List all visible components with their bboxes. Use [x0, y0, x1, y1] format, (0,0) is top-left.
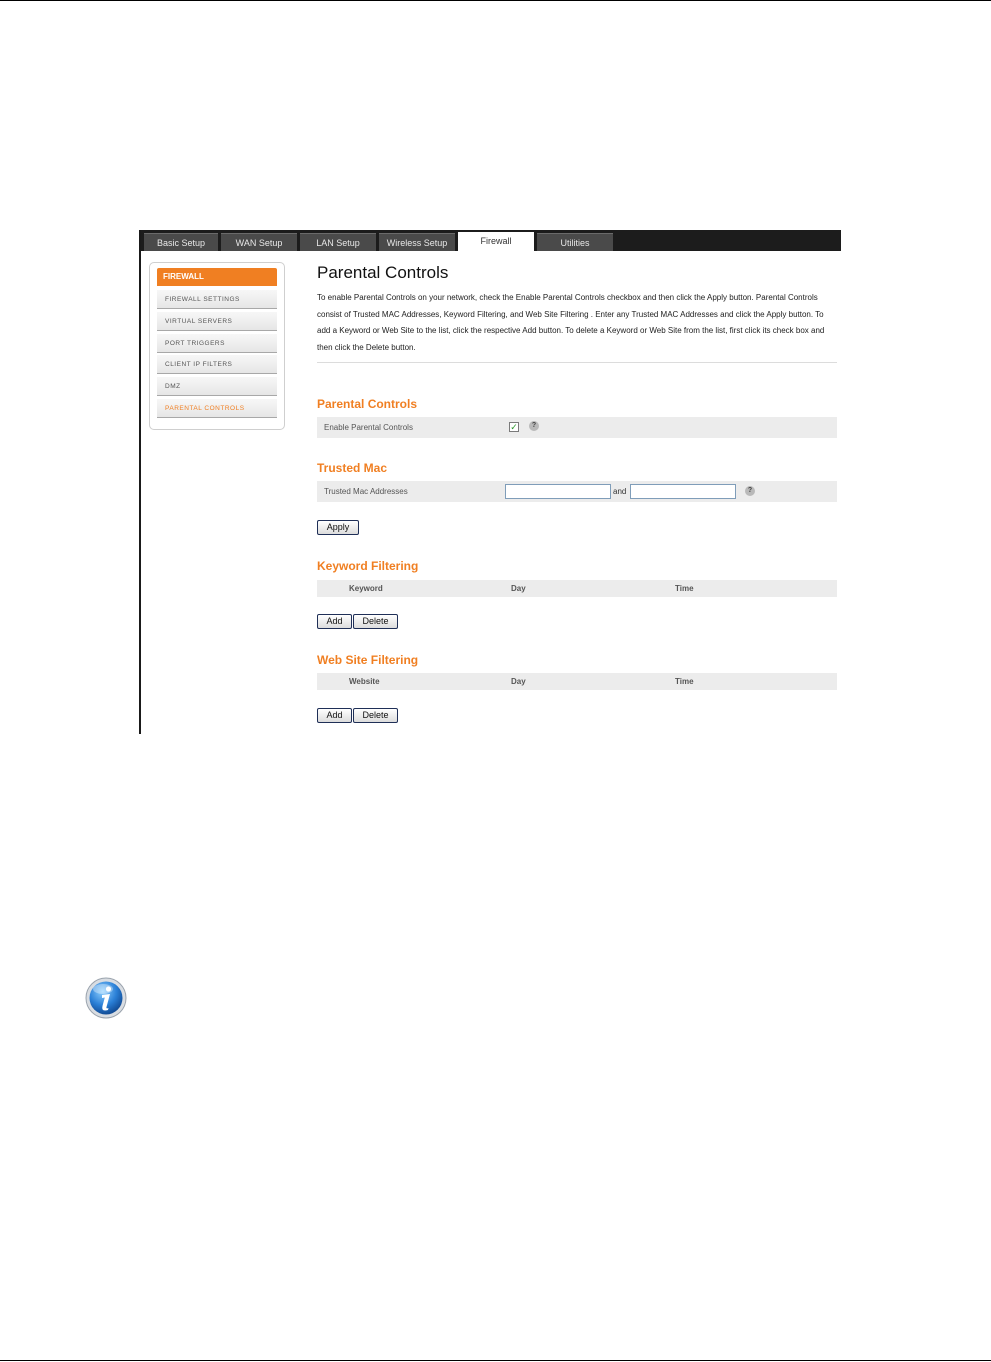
web-site-filtering-heading: Web Site Filtering	[317, 653, 419, 667]
parental-controls-heading: Parental Controls	[317, 397, 418, 411]
tab-utilities[interactable]: Utilities	[537, 233, 613, 251]
trusted-mac-label: Trusted Mac Addresses	[324, 487, 408, 496]
trusted-mac-heading: Trusted Mac	[317, 461, 388, 475]
website-column-header: Website	[349, 677, 380, 686]
trusted-mac-row	[317, 481, 837, 502]
keyword-table-header	[317, 580, 837, 597]
help-icon[interactable]: ?	[529, 421, 539, 431]
and-label: and	[613, 487, 627, 496]
keyword-delete-button[interactable]: Delete	[353, 614, 398, 629]
tab-wan-setup[interactable]: WAN Setup	[221, 233, 297, 251]
intro-text: To enable Parental Controls on your network, check the Enable Parental Controls checkbox and then click the Apply button. Parental Controls consist of Trusted MAC Addresses, Keyword Filtering, and Web Site Filtering . Enter any Trusted MAC Addresses and click the Apply button. To add a Keyword or Web Site to the list, click the respective Add button. To delete a Keyword or Web Site from the list, first click its check box and then click the Delete button.	[317, 293, 825, 352]
sidebar-item-virtual-servers[interactable]: VIRTUAL SERVERS	[157, 312, 277, 331]
info-icon	[84, 976, 128, 1020]
sidebar-item-dmz[interactable]: DMZ	[157, 377, 277, 396]
keyword-filtering-heading: Keyword Filtering	[317, 559, 419, 573]
page-top-rule	[0, 0, 991, 1]
enable-parental-controls-checkbox[interactable]: ✓	[510, 422, 518, 432]
apply-button[interactable]: Apply	[317, 520, 359, 535]
sidebar-item-parental-controls[interactable]: PARENTAL CONTROLS	[157, 399, 277, 418]
enable-parental-controls-label: Enable Parental Controls	[324, 423, 413, 432]
tab-lan-setup[interactable]: LAN Setup	[300, 233, 376, 251]
page-title: Parental Controls	[317, 263, 449, 282]
day-column-header: Day	[511, 584, 526, 593]
time-column-header: Time	[675, 677, 694, 686]
section-divider	[317, 362, 837, 363]
sidebar-heading: FIREWALL	[157, 268, 277, 286]
sidebar-item-port-triggers[interactable]: PORT TRIGGERS	[157, 334, 277, 353]
sidebar-item-firewall-settings[interactable]: FIREWALL SETTINGS	[157, 290, 277, 309]
keyword-column-header: Keyword	[349, 584, 383, 593]
tab-basic-setup[interactable]: Basic Setup	[144, 233, 218, 251]
sidebar-item-client-ip-filters[interactable]: CLIENT IP FILTERS	[157, 355, 277, 374]
website-delete-button[interactable]: Delete	[353, 708, 398, 723]
time-column-header: Time	[675, 584, 694, 593]
tab-wireless-setup[interactable]: Wireless Setup	[379, 233, 455, 251]
enable-parental-controls-row	[317, 417, 837, 438]
page-bottom-rule	[0, 1360, 991, 1361]
website-table-header	[317, 673, 837, 690]
firewall-sidebar	[149, 262, 285, 430]
main-content	[317, 230, 837, 734]
trusted-mac-input-1[interactable]	[505, 484, 611, 499]
router-screenshot	[139, 230, 841, 734]
help-icon[interactable]: ?	[745, 486, 755, 496]
tab-firewall[interactable]: Firewall	[458, 232, 534, 251]
day-column-header: Day	[511, 677, 526, 686]
keyword-add-button[interactable]: Add	[317, 614, 352, 629]
website-add-button[interactable]: Add	[317, 708, 352, 723]
trusted-mac-input-2[interactable]	[630, 484, 736, 499]
